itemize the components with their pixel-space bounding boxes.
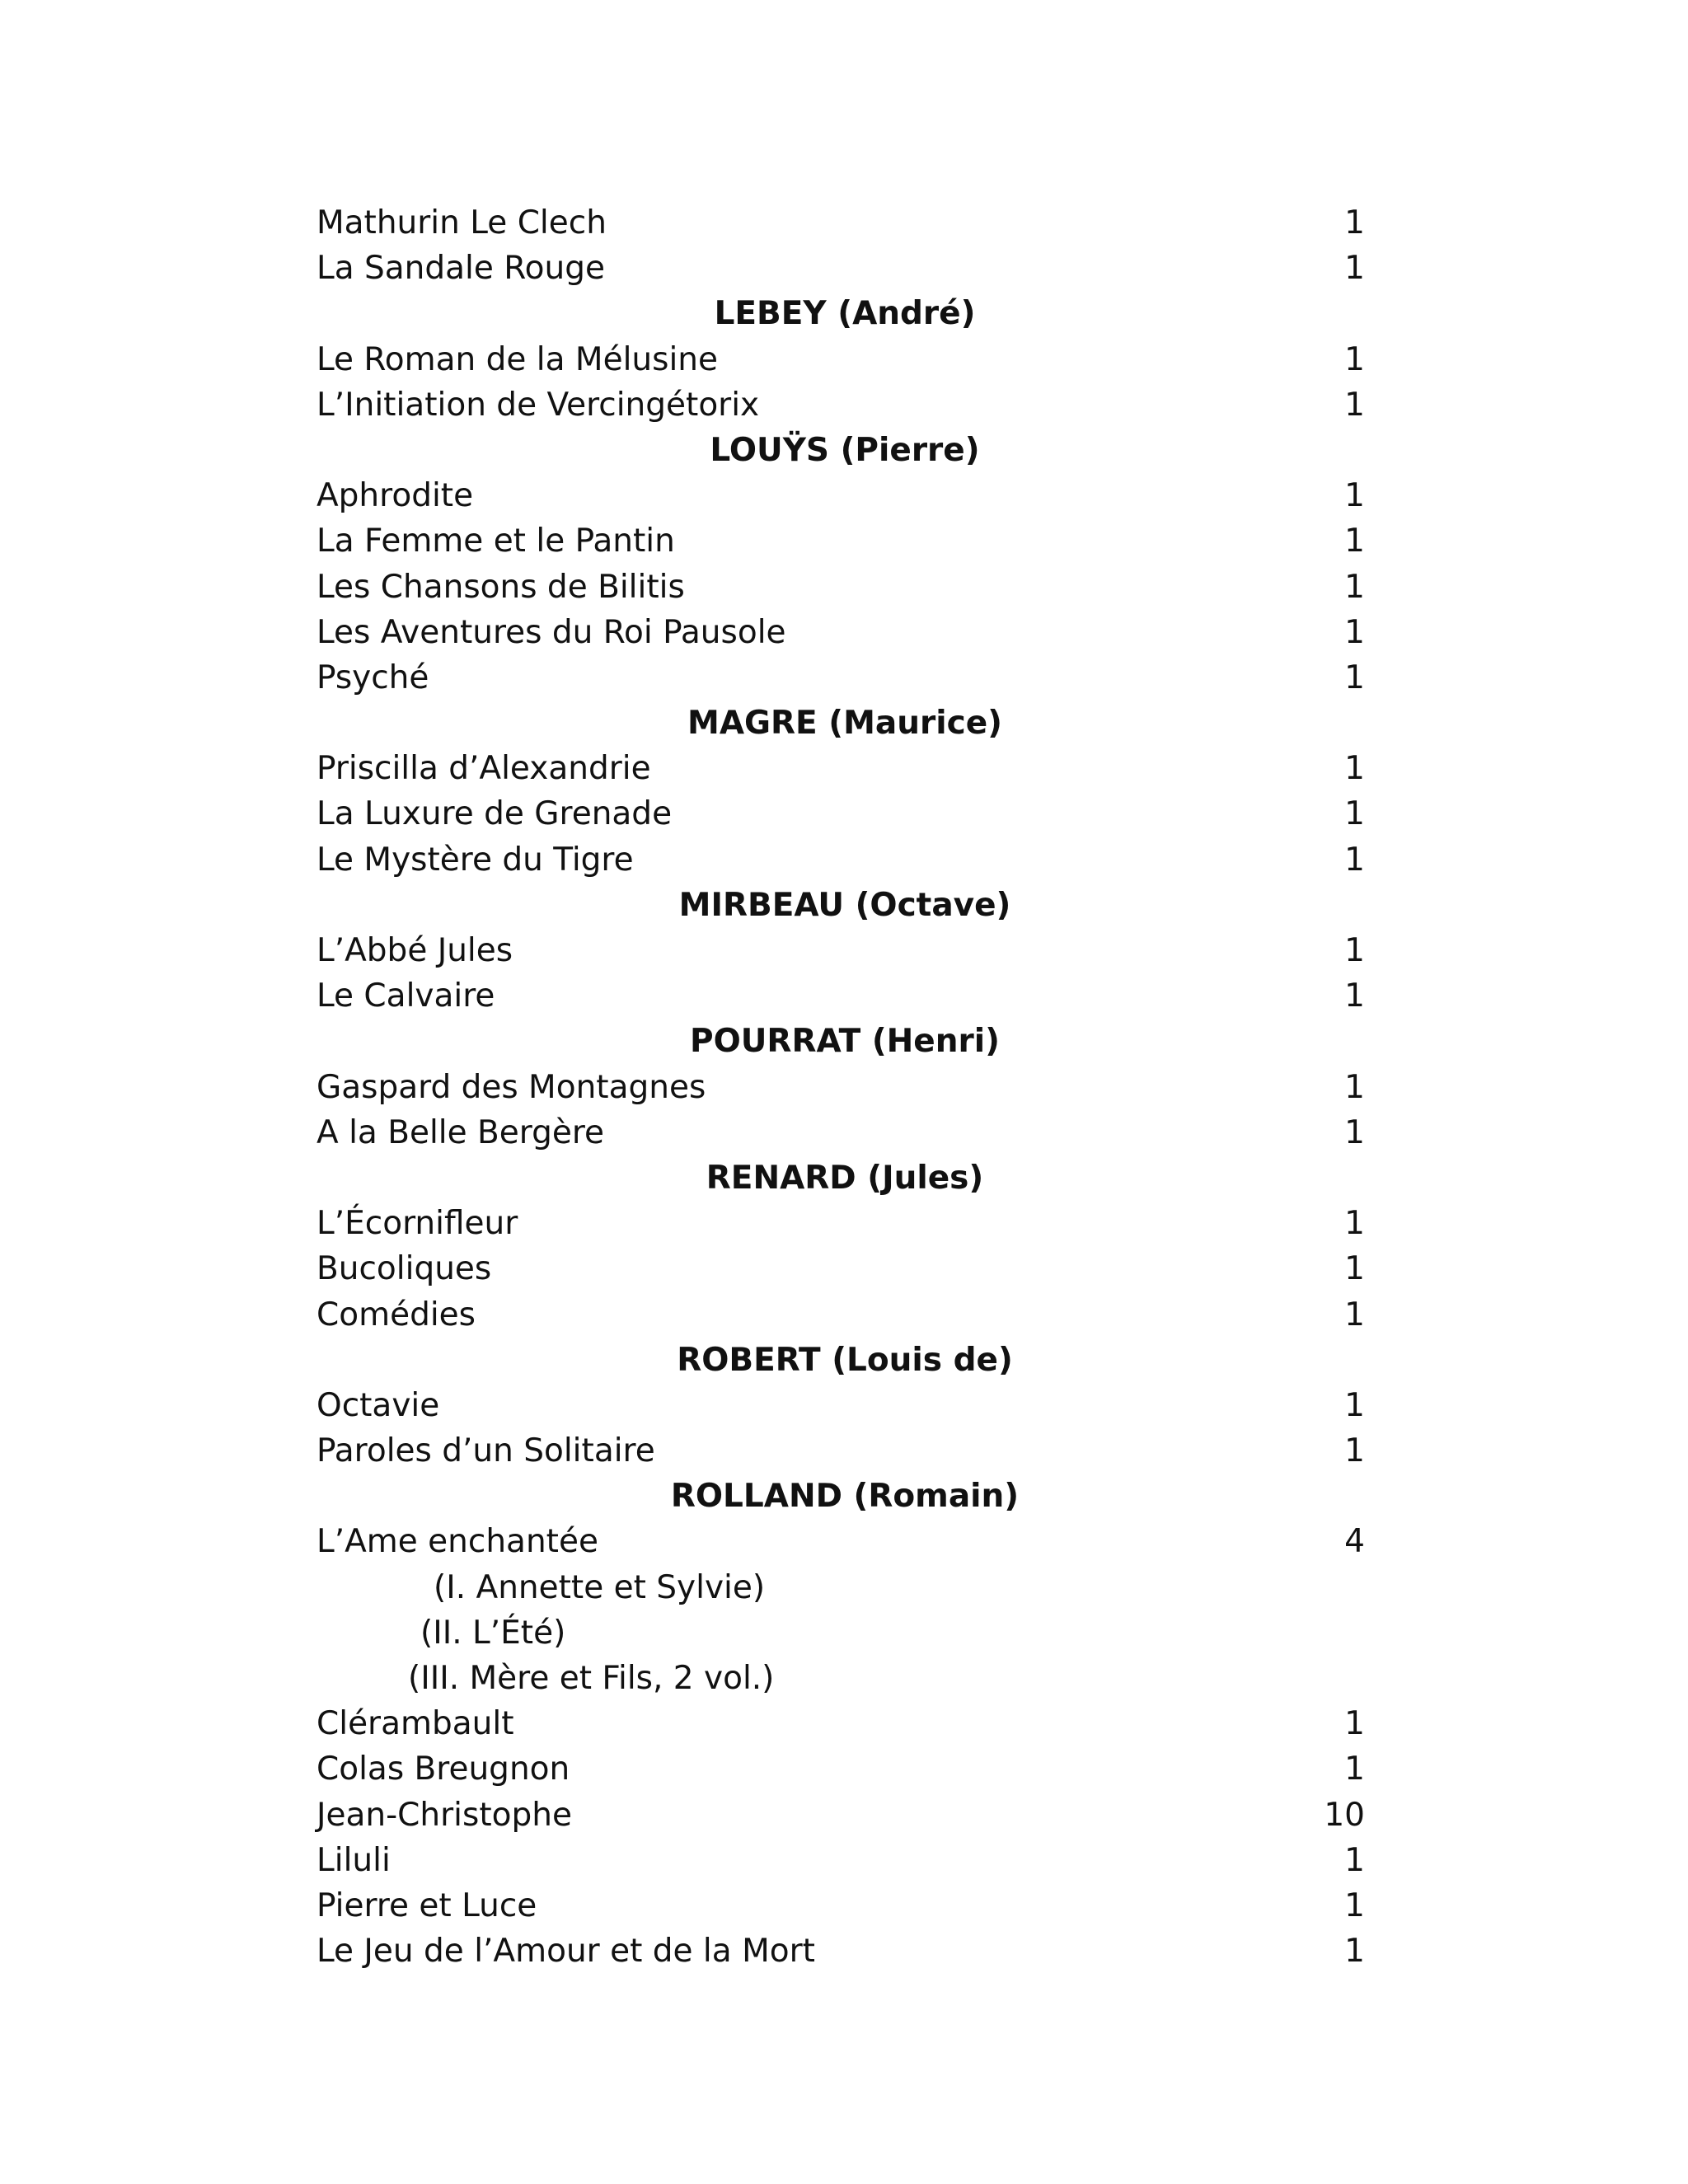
title-row — [316, 382, 1365, 428]
volume-count: 1 — [1344, 340, 1365, 378]
title-row — [316, 200, 1365, 246]
title-row — [316, 610, 1365, 655]
volume-count: 1 — [1344, 1205, 1365, 1243]
volume-count: 1 — [1344, 386, 1365, 424]
volume-count: 1 — [1344, 613, 1365, 651]
title-row — [316, 746, 1365, 791]
volume-count: 1 — [1344, 250, 1365, 288]
author-heading — [316, 428, 1365, 473]
book-title: La Sandale Rouge — [316, 250, 605, 288]
book-title: Pierre et Luce — [316, 1886, 537, 1924]
volume-count: 10 — [1324, 1796, 1365, 1834]
book-title: L’Écornifleur — [316, 1205, 518, 1243]
title-row — [316, 337, 1365, 382]
author-heading — [316, 883, 1365, 928]
volume-count: 1 — [1344, 977, 1365, 1015]
author-name: POURRAT (Henri) — [690, 1023, 1000, 1061]
author-name: RENARD (Jules) — [706, 1159, 984, 1197]
title-row — [316, 791, 1365, 837]
book-title: Les Chansons de Bilitis — [316, 568, 685, 606]
book-title: Liluli — [316, 1841, 391, 1879]
author-heading — [316, 1474, 1365, 1519]
book-title: Priscilla d’Alexandrie — [316, 750, 651, 788]
volume-count: 1 — [1344, 1250, 1365, 1288]
volume-count: 1 — [1344, 1296, 1365, 1333]
volume-count: 1 — [1344, 1386, 1365, 1424]
title-row — [316, 973, 1365, 1019]
book-title: A la Belle Bergère — [316, 1113, 605, 1151]
title-row — [316, 518, 1365, 564]
author-heading — [316, 1155, 1365, 1201]
author-name: ROLLAND (Romain) — [670, 1478, 1020, 1516]
title-row — [316, 1428, 1365, 1474]
author-heading — [316, 291, 1365, 336]
book-title: L’Initiation de Vercingétorix — [316, 386, 760, 424]
author-name: ROBERT (Louis de) — [677, 1341, 1013, 1379]
author-heading — [316, 701, 1365, 746]
book-title: Le Mystère du Tigre — [316, 841, 634, 879]
title-row — [316, 1383, 1365, 1428]
volume-count: 1 — [1344, 750, 1365, 788]
author-heading — [316, 1019, 1365, 1064]
title-row — [316, 1246, 1365, 1291]
volume-count: 1 — [1344, 568, 1365, 606]
author-heading — [316, 1338, 1365, 1383]
book-title: Paroles d’un Solitaire — [316, 1432, 655, 1470]
title-row — [316, 1065, 1365, 1110]
book-title: Comédies — [316, 1296, 476, 1333]
book-title: Clérambault — [316, 1705, 514, 1743]
book-title: Le Jeu de l’Amour et de la Mort — [316, 1933, 815, 1971]
title-row — [316, 1292, 1365, 1338]
book-title: L’Ame enchantée — [316, 1523, 598, 1561]
volume-count: 1 — [1344, 1750, 1365, 1788]
book-title: La Luxure de Grenade — [316, 795, 673, 833]
title-row — [316, 655, 1365, 701]
title-row — [316, 1746, 1365, 1792]
book-title: La Femme et le Pantin — [316, 523, 675, 560]
author-name: MIRBEAU (Octave) — [678, 886, 1011, 924]
book-title: Jean-Christophe — [316, 1796, 572, 1834]
volume-count: 1 — [1344, 658, 1365, 696]
book-title: Mathurin Le Clech — [316, 204, 607, 241]
title-row — [316, 837, 1365, 883]
volume-row — [316, 1565, 1365, 1610]
title-row — [316, 1110, 1365, 1155]
volume-count: 1 — [1344, 1705, 1365, 1743]
volume-count: 1 — [1344, 1432, 1365, 1470]
book-title: Bucoliques — [316, 1250, 492, 1288]
volume-title: (III. Mère et Fils, 2 vol.) — [408, 1660, 775, 1697]
author-name: MAGRE (Maurice) — [687, 705, 1002, 743]
volume-row — [316, 1656, 1365, 1701]
book-title: L’Abbé Jules — [316, 932, 513, 969]
book-title: Octavie — [316, 1386, 440, 1424]
author-name: LEBEY (André) — [714, 295, 976, 333]
volume-title: (I. Annette et Sylvie) — [434, 1568, 766, 1606]
volume-count: 1 — [1344, 204, 1365, 241]
title-row — [316, 1838, 1365, 1883]
title-row — [316, 1793, 1365, 1838]
volume-count: 1 — [1344, 1841, 1365, 1879]
book-title: Psyché — [316, 658, 429, 696]
book-title: Les Aventures du Roi Pausole — [316, 613, 786, 651]
volume-count: 1 — [1344, 1933, 1365, 1971]
title-row — [316, 1701, 1365, 1746]
volume-count: 1 — [1344, 477, 1365, 515]
volume-row — [316, 1610, 1365, 1656]
title-row — [316, 1883, 1365, 1929]
title-row — [316, 1201, 1365, 1246]
title-row — [316, 246, 1365, 291]
volume-count: 4 — [1344, 1523, 1365, 1561]
title-row — [316, 473, 1365, 518]
volume-count: 1 — [1344, 795, 1365, 833]
volume-count: 1 — [1344, 1113, 1365, 1151]
volume-count: 1 — [1344, 932, 1365, 969]
title-row — [316, 1519, 1365, 1564]
volume-count: 1 — [1344, 1068, 1365, 1106]
title-row — [316, 1929, 1365, 1974]
title-row — [316, 928, 1365, 973]
book-title: Aphrodite — [316, 477, 474, 515]
volume-count: 1 — [1344, 1886, 1365, 1924]
volume-title: (II. L’Été) — [420, 1614, 566, 1652]
book-title: Gaspard des Montagnes — [316, 1068, 706, 1106]
book-title: Le Roman de la Mélusine — [316, 340, 718, 378]
book-title: Le Calvaire — [316, 977, 495, 1015]
book-title: Colas Breugnon — [316, 1750, 570, 1788]
volume-count: 1 — [1344, 841, 1365, 879]
volume-count: 1 — [1344, 523, 1365, 560]
catalog-page — [316, 200, 1365, 1974]
author-name: LOUŸS (Pierre) — [710, 431, 980, 469]
title-row — [316, 565, 1365, 610]
